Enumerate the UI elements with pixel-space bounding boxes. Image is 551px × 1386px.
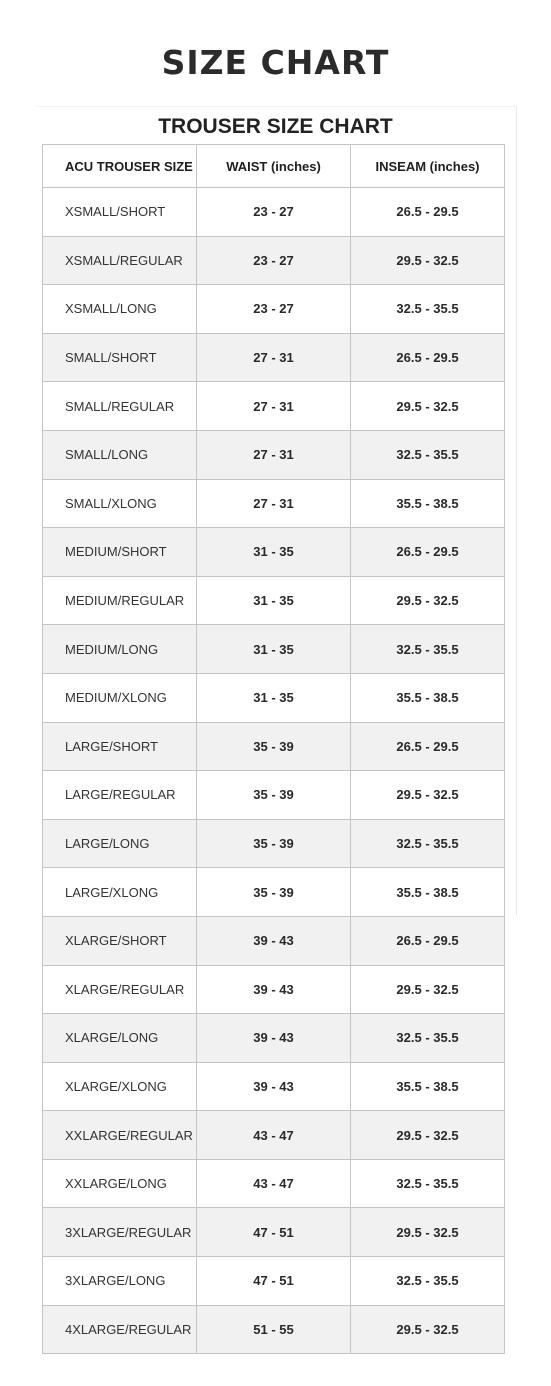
cell-inseam: 29.5 - 32.5 [351, 965, 505, 1014]
cell-inseam: 29.5 - 32.5 [351, 771, 505, 820]
table-row [43, 1014, 505, 1063]
cell-waist: 31 - 35 [197, 576, 351, 625]
cell-waist: 23 - 27 [197, 236, 351, 285]
table-row [43, 625, 505, 674]
cell-waist: 51 - 55 [197, 1305, 351, 1354]
table-row [43, 528, 505, 577]
cell-size: SMALL/XLONG [43, 479, 197, 528]
header-size: ACU TROUSER SIZE [43, 145, 197, 188]
cell-size: MEDIUM/REGULAR [43, 576, 197, 625]
cell-inseam: 26.5 - 29.5 [351, 188, 505, 237]
cell-waist: 27 - 31 [197, 479, 351, 528]
table-row [43, 722, 505, 771]
table-row [43, 382, 505, 431]
cell-waist: 27 - 31 [197, 430, 351, 479]
cell-inseam: 35.5 - 38.5 [351, 673, 505, 722]
cell-size: MEDIUM/LONG [43, 625, 197, 674]
table-row [43, 673, 505, 722]
cell-waist: 47 - 51 [197, 1208, 351, 1257]
cell-inseam: 32.5 - 35.5 [351, 1257, 505, 1306]
cell-size: XSMALL/LONG [43, 285, 197, 334]
cell-inseam: 32.5 - 35.5 [351, 285, 505, 334]
table-row [43, 1305, 505, 1354]
cell-size: 3XLARGE/REGULAR [43, 1208, 197, 1257]
cell-inseam: 29.5 - 32.5 [351, 236, 505, 285]
cell-size: SMALL/SHORT [43, 333, 197, 382]
cell-inseam: 29.5 - 32.5 [351, 1111, 505, 1160]
cell-waist: 31 - 35 [197, 673, 351, 722]
table-title: TROUSER SIZE CHART [158, 115, 393, 138]
cell-waist: 43 - 47 [197, 1159, 351, 1208]
cell-size: LARGE/XLONG [43, 868, 197, 917]
cell-size: 4XLARGE/REGULAR [43, 1305, 197, 1354]
cell-size: XXLARGE/REGULAR [43, 1111, 197, 1160]
cell-inseam: 35.5 - 38.5 [351, 868, 505, 917]
cell-waist: 31 - 35 [197, 625, 351, 674]
cell-inseam: 29.5 - 32.5 [351, 1208, 505, 1257]
page-title: SIZE CHART [161, 43, 390, 82]
table-row [43, 479, 505, 528]
cell-size: XSMALL/SHORT [43, 188, 197, 237]
cell-size: XXLARGE/LONG [43, 1159, 197, 1208]
table-row [43, 285, 505, 334]
cell-waist: 35 - 39 [197, 771, 351, 820]
cell-size: 3XLARGE/LONG [43, 1257, 197, 1306]
cell-inseam: 32.5 - 35.5 [351, 430, 505, 479]
cell-inseam: 32.5 - 35.5 [351, 625, 505, 674]
cell-waist: 39 - 43 [197, 1014, 351, 1063]
cell-inseam: 26.5 - 29.5 [351, 722, 505, 771]
cell-inseam: 29.5 - 32.5 [351, 576, 505, 625]
cell-size: XLARGE/LONG [43, 1014, 197, 1063]
cell-inseam: 32.5 - 35.5 [351, 1159, 505, 1208]
table-header-row [43, 145, 505, 188]
cell-waist: 39 - 43 [197, 1062, 351, 1111]
cell-waist: 39 - 43 [197, 965, 351, 1014]
cell-inseam: 35.5 - 38.5 [351, 1062, 505, 1111]
cell-size: XLARGE/REGULAR [43, 965, 197, 1014]
table-row [43, 576, 505, 625]
cell-inseam: 26.5 - 29.5 [351, 333, 505, 382]
cell-size: LARGE/REGULAR [43, 771, 197, 820]
cell-size: LARGE/SHORT [43, 722, 197, 771]
cell-waist: 47 - 51 [197, 1257, 351, 1306]
cell-waist: 23 - 27 [197, 188, 351, 237]
cell-size: LARGE/LONG [43, 819, 197, 868]
table-row [43, 236, 505, 285]
table-row [43, 430, 505, 479]
cell-inseam: 29.5 - 32.5 [351, 1305, 505, 1354]
cell-waist: 27 - 31 [197, 382, 351, 431]
cell-size: MEDIUM/XLONG [43, 673, 197, 722]
cell-waist: 23 - 27 [197, 285, 351, 334]
cell-inseam: 35.5 - 38.5 [351, 479, 505, 528]
cell-waist: 39 - 43 [197, 916, 351, 965]
cell-waist: 35 - 39 [197, 868, 351, 917]
cell-waist: 31 - 35 [197, 528, 351, 577]
cell-inseam: 26.5 - 29.5 [351, 528, 505, 577]
table-row [43, 965, 505, 1014]
trouser-size-table [42, 144, 505, 1354]
table-body [43, 188, 505, 1354]
cell-inseam: 26.5 - 29.5 [351, 916, 505, 965]
cell-size: XLARGE/SHORT [43, 916, 197, 965]
table-row [43, 1159, 505, 1208]
header-waist: WAIST (inches) [197, 145, 351, 188]
table-row [43, 188, 505, 237]
cell-size: MEDIUM/SHORT [43, 528, 197, 577]
cell-inseam: 32.5 - 35.5 [351, 1014, 505, 1063]
table-row [43, 1208, 505, 1257]
header-inseam: INSEAM (inches) [351, 145, 505, 188]
table-row [43, 1257, 505, 1306]
cell-waist: 27 - 31 [197, 333, 351, 382]
table-row [43, 868, 505, 917]
cell-waist: 43 - 47 [197, 1111, 351, 1160]
table-row [43, 916, 505, 965]
cell-size: XSMALL/REGULAR [43, 236, 197, 285]
table-row [43, 333, 505, 382]
table-row [43, 819, 505, 868]
table-row [43, 1062, 505, 1111]
cell-inseam: 32.5 - 35.5 [351, 819, 505, 868]
cell-size: SMALL/REGULAR [43, 382, 197, 431]
table-row [43, 771, 505, 820]
cell-waist: 35 - 39 [197, 722, 351, 771]
table-row [43, 1111, 505, 1160]
cell-size: XLARGE/XLONG [43, 1062, 197, 1111]
cell-size: SMALL/LONG [43, 430, 197, 479]
cell-inseam: 29.5 - 32.5 [351, 382, 505, 431]
cell-waist: 35 - 39 [197, 819, 351, 868]
